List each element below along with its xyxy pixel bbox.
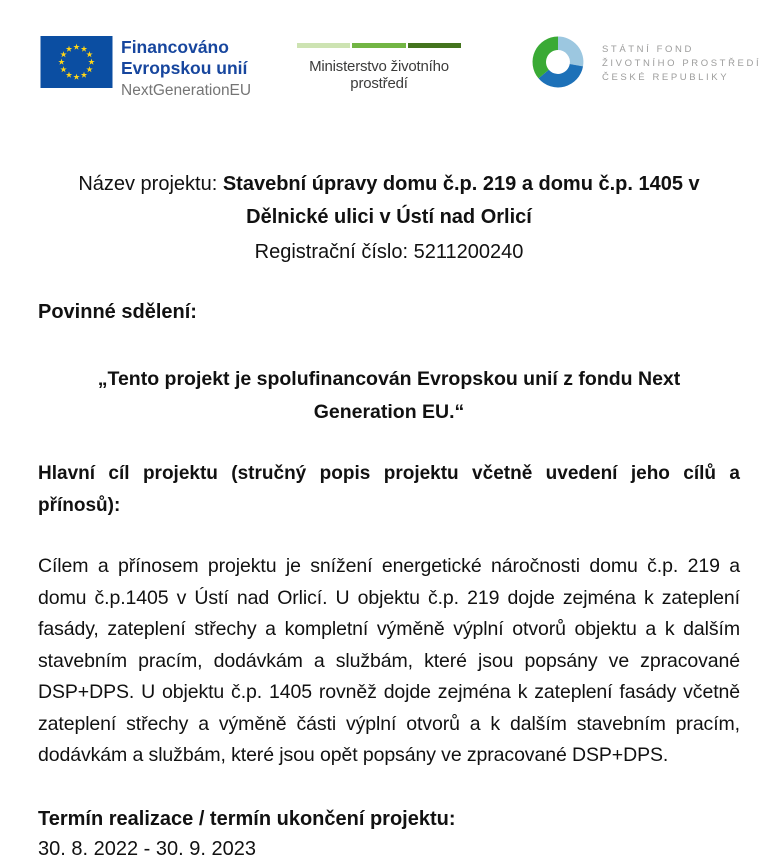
deadline-dates: 30. 8. 2022 - 30. 9. 2023 bbox=[38, 837, 256, 860]
goal-heading: Hlavní cíl projektu (stručný popis projektu včetně uvedení jeho cílů a přínosů): bbox=[38, 463, 740, 516]
sfzp-line1: STÁTNÍ FOND bbox=[602, 44, 694, 55]
eu-logo-line2: Evropskou unií bbox=[121, 58, 248, 78]
eu-logo-line1: Financováno bbox=[121, 37, 229, 57]
goal-body-paragraph: Cílem a přínosem projektu je snížení energetické náročnosti domu č.p. 219 a domu č.p.1405 v Ústí nad Orlicí. U objektu č.p. 219 dojde zejména k zateplení fasády, zateplení střechy a kompletní výměně výplní otvorů objektu a k dalším stavebním pracím, dodávkám a službám, které jsou popsány ve zpracované DSP+DPS. U objektu č.p. 1405 rovněž dojde zejména k zateplení fasády včetně zateplení střechy a výměně části výplní otvorů a k dalším stavebním pracím, dodávkám a službám, které jsou opět popsány ve zpracované DSP+DPS. bbox=[38, 555, 740, 766]
eu-logo-line3: NextGenerationEU bbox=[121, 82, 252, 99]
mandatory-notice-heading: Povinné sdělení: bbox=[38, 301, 197, 323]
mandatory-notice-quote: „Tento projekt je spolufinancován Evropskou unií z fondu Next Generation EU.“ bbox=[97, 368, 681, 423]
document-content bbox=[38, 0, 740, 862]
sfzp-line2: ŽIVOTNÍHO PROSTŘEDÍ bbox=[602, 58, 762, 69]
deadline-heading: Termín realizace / termín ukončení projektu: bbox=[38, 807, 456, 830]
sfzp-line3: ČESKÉ REPUBLIKY bbox=[602, 72, 730, 83]
project-title-prefix: Název projektu: bbox=[78, 173, 223, 195]
ministry-label: Ministerstvo životního prostředí bbox=[309, 58, 449, 92]
project-title-name: Stavební úpravy domu č.p. 219 a domu č.p. 1405 v Dělnické ulici v Ústí nad Orlicí bbox=[222, 173, 700, 228]
project-title bbox=[38, 168, 740, 234]
registration-number: Registrační číslo: 5211200240 bbox=[254, 241, 524, 263]
